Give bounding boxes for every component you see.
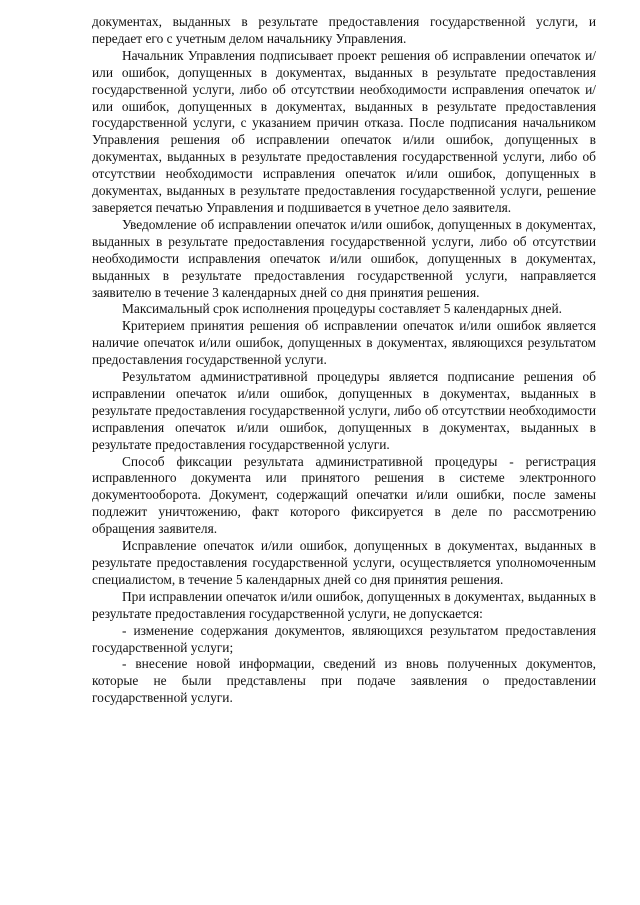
paragraph-criterion: Критерием принятия решения об исправлении опечаток и/или ошибок является наличие опечаток и/или ошибок, допущенных в документах, являющихся результатом предоставления государственной услуги. <box>92 318 596 368</box>
paragraph-correction-executor: Исправление опечаток и/или ошибок, допущенных в документах, выданных в результате предоставления государственной услуги, осуществляется уполномоченным специалистом, в течение 5 календарных дней со дня принятия решения. <box>92 538 596 587</box>
paragraph-notification: Уведомление об исправлении опечаток и/или ошибок, допущенных в документах, выданных в результате предоставления государственной услуги, либо об отсутствии необходимости исправления опечаток и/или ошибок, допущенных в документах, выданных в результате предоставления государственной услуги, направляется заявителю в течение 3 календарных дней со дня принятия решения. <box>92 216 596 300</box>
paragraph-fixation-method: Способ фиксации результата административной процедуры - регистрация исправленного документа или принятого решения в системе электронного документооборота. Документ, содержащий опечатки и/или ошибки, после замены подлежит уничтожению, факт которого фиксируется в деле по рассмотрению обращения заявителя. <box>92 453 596 537</box>
paragraph-not-allowed: При исправлении опечаток и/или ошибок, допущенных в документах, выданных в результате предоставления государственной услуги, не допускается: <box>92 588 596 621</box>
paragraph-head-signs-decision: Начальник Управления подписывает проект решения об исправлении опечаток и/или ошибок, допущенных в документах, выданных в результате предоставления государственной услуги, либо об отсутствии необходимости исправления опечаток и/или ошибок, допущенных в документах, выданных в результате предоставления государственной услуги, с указанием причин отказа. После подписания начальником Управления решения об исправлении опечаток и/или ошибок, допущенных в документах, выданных в результате предоставления государственной услуги, либо об отсутствии необходимости исправления опечаток и/или ошибок, допущенных в документах, выданных в результате предоставления государственной услуги, решение заверяется печатью Управления и подшивается в учетное дело заявителя. <box>92 47 596 215</box>
list-item-new-information: - внесение новой информации, сведений из вновь полученных документов, которые не были представлены при подаче заявления о предоставлении государственной услуги. <box>92 656 596 706</box>
list-item-content-change: - изменение содержания документов, являющихся результатом предоставления государственной услуги; <box>92 622 596 655</box>
paragraph-max-term: Максимальный срок исполнения процедуры составляет 5 календарных дней. <box>122 301 562 317</box>
document-page <box>92 14 596 707</box>
paragraph-result: Результатом административной процедуры является подписание решения об исправлении опечаток и/или ошибок, допущенных в документах, выданных в результате предоставления государственной услуги, либо об отсутствии необходимости исправления опечаток и/или ошибок, допущенных в документах, выданных в результате предоставления государственной услуги. <box>92 369 596 452</box>
paragraph-continuation: документах, выданных в результате предоставления государственной услуги, и передает его с учетным делом начальнику Управления. <box>92 14 596 46</box>
